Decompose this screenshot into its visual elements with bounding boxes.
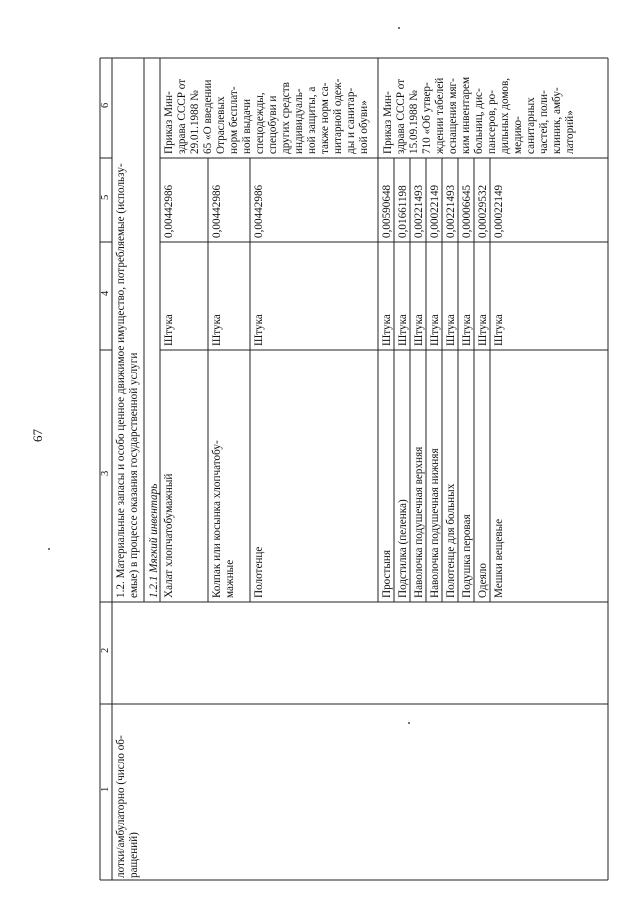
- item-unit: Штука: [413, 314, 425, 346]
- item-unit: Штука: [253, 314, 265, 346]
- item-name: Наволочка подушечная нижняя: [429, 448, 441, 598]
- basis-text-line: 710 «Об утвер-: [421, 82, 433, 154]
- basis-text-line: нитарной одеж-: [332, 78, 344, 154]
- basis-text-line: здрава СССР от: [395, 78, 407, 154]
- basis-text-line: Приказ Мин-: [382, 91, 394, 154]
- item-name: Халат хлопчатобумажный: [163, 473, 175, 598]
- column-number-5: 5: [100, 194, 111, 200]
- item-norm: 0,01661198: [397, 185, 409, 238]
- scan-speck: [408, 722, 410, 724]
- item-name: Полотенце: [253, 546, 265, 598]
- basis-text-line: оснащения мяг-: [447, 78, 459, 154]
- item-name: мажные: [224, 559, 236, 598]
- item-name: Подушка перовая: [461, 514, 473, 598]
- item-unit: Штука: [397, 314, 409, 346]
- item-norm: 0,00029532: [477, 184, 489, 238]
- column-number-1: 1: [100, 786, 111, 792]
- basis-text-line: ды и санитар-: [345, 87, 357, 154]
- item-norm: 0,00590648: [381, 184, 393, 238]
- item-norm: 0,00442986: [253, 184, 265, 238]
- section-title-line: 1.2. Материальные запасы и особо ценное движимое имущество, потребляемые (использу-: [115, 163, 127, 598]
- item-name: Одеяло: [477, 563, 489, 598]
- column-number-3: 3: [100, 470, 111, 476]
- basis-text-line: индивидуаль-: [293, 88, 305, 154]
- item-norm: 0,00221493: [445, 184, 457, 238]
- item-unit: Штука: [461, 314, 473, 346]
- item-norm: 0,00442986: [211, 184, 223, 238]
- item-unit: Штука: [211, 314, 223, 346]
- item-norm: 0,00442986: [163, 184, 175, 238]
- item-norm: 0,00022149: [493, 184, 505, 238]
- scan-speck: [48, 548, 50, 550]
- item-norm: 0,00221493: [413, 184, 425, 238]
- item-name: Наволочка подушечная верхняя: [413, 446, 425, 598]
- section-title-line: емые) в процессе оказания государственной услуги: [128, 352, 140, 598]
- basis-text-line: ной защиты, а: [306, 86, 318, 154]
- row-label-line: ращений): [128, 832, 140, 878]
- basis-text-line: Отраслевых: [215, 96, 227, 154]
- basis-text-line: 15.09.1988 №: [408, 90, 420, 154]
- item-unit: Штука: [493, 314, 505, 346]
- column-number-2: 2: [100, 647, 111, 653]
- row-label-line: лотки/амбулаторно (число об-: [115, 735, 127, 878]
- item-name: Мешки вещевые: [493, 518, 505, 598]
- basis-text-line: Приказ Мин-: [163, 91, 175, 154]
- item-name: Простыня: [381, 549, 393, 598]
- basis-text-line: также норм са-: [319, 82, 331, 154]
- item-unit: Штука: [163, 314, 175, 346]
- item-unit: Штука: [445, 314, 457, 346]
- basis-text-line: пансеров, ро-: [486, 90, 498, 154]
- basis-text-line: частей, поли-: [538, 90, 550, 154]
- page-number: 67: [30, 429, 45, 442]
- basis-text-line: дильных домов,: [499, 77, 511, 154]
- basis-text-line: ной выдачи: [241, 99, 253, 154]
- scan-speck: [398, 27, 400, 29]
- basis-text-line: 65 «О введении: [202, 79, 214, 154]
- item-unit: Штука: [429, 314, 441, 346]
- item-unit: Штука: [477, 314, 489, 346]
- basis-text-line: медико-: [512, 116, 524, 154]
- item-name: Подстилка (пеленка): [397, 499, 409, 598]
- basis-text-line: ждении табелей: [434, 77, 446, 154]
- item-name: Полотенце для больных: [445, 483, 457, 598]
- item-unit: Штука: [381, 314, 393, 346]
- basis-text-line: клиник, амбу-: [551, 87, 563, 154]
- basis-text-line: больниц, дис-: [473, 88, 485, 154]
- item-norm: 0,00006645: [461, 184, 473, 238]
- basis-text-line: здрава СССР от: [176, 78, 188, 154]
- basis-text-line: других средств: [280, 82, 292, 154]
- column-number-6: 6: [100, 102, 111, 108]
- item-norm: 0,00022149: [429, 184, 441, 238]
- basis-text-line: спецобуви и: [267, 95, 279, 154]
- basis-text-line: ким инвентарем: [460, 76, 472, 154]
- basis-text-line: норм бесплат-: [228, 86, 240, 154]
- column-number-4: 4: [100, 290, 111, 296]
- basis-text-line: ной обуви»: [358, 100, 370, 154]
- item-name: Колпак или косынка хлопчатобу-: [211, 440, 223, 598]
- basis-text-line: латорий»: [564, 110, 576, 154]
- basis-text-line: санитарных: [525, 97, 537, 154]
- subsection-title: 1.2.1 Мягкий инвентарь: [148, 483, 160, 598]
- basis-text-line: спецодежды,: [254, 92, 266, 154]
- basis-text-line: 29.01.1988 №: [189, 90, 201, 154]
